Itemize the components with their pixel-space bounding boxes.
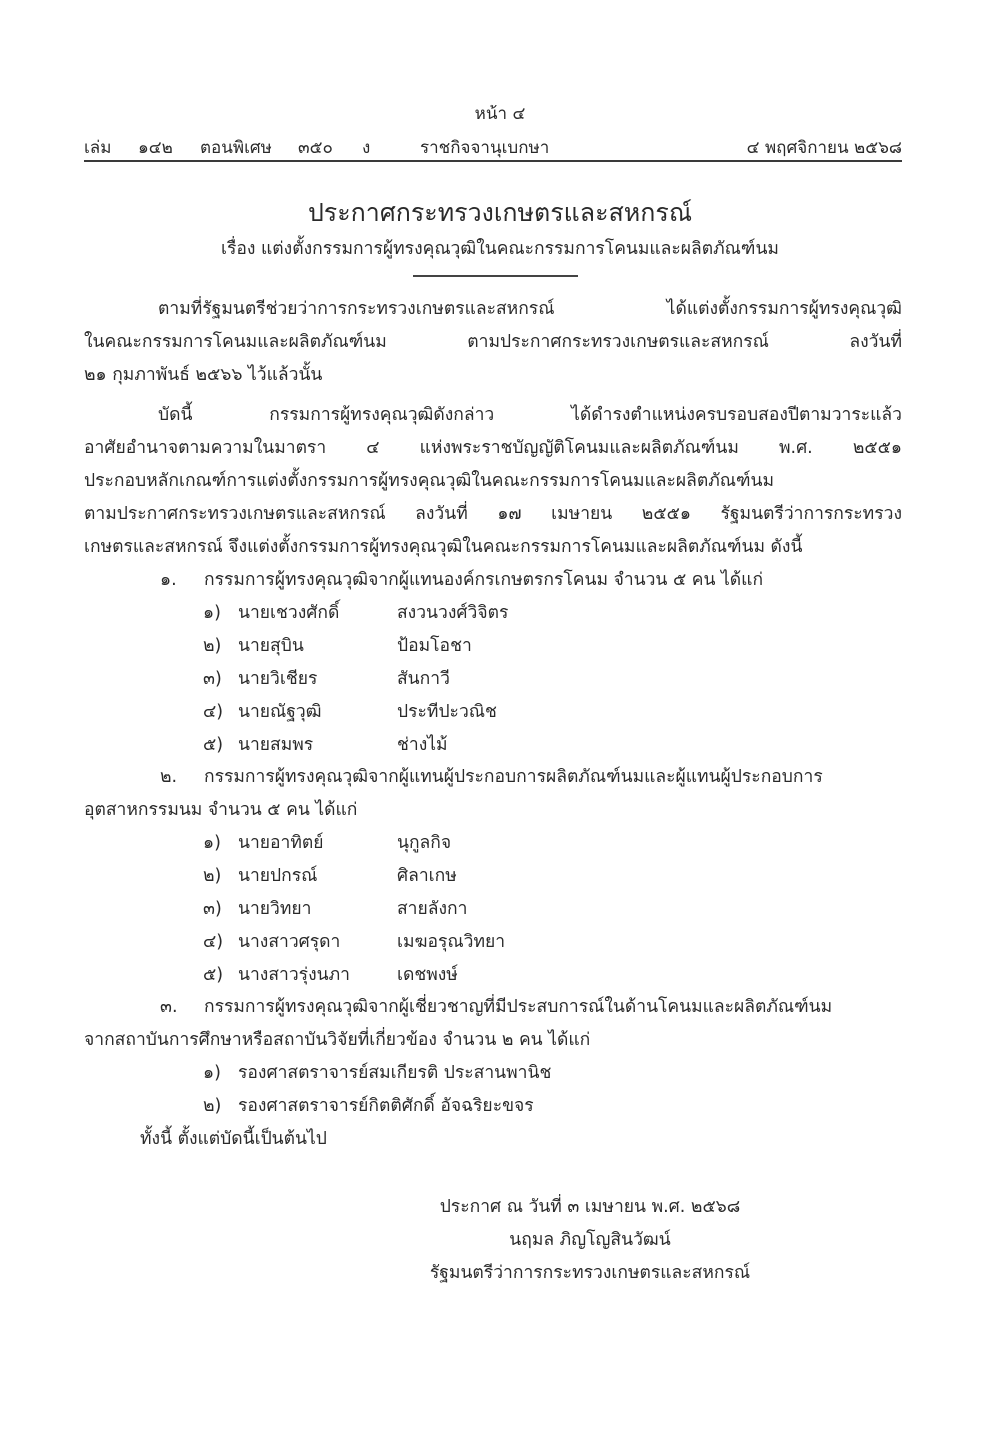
section2-member5-last-name: เดชพงษ์ [397, 965, 458, 985]
section3-number: ๓. [160, 997, 178, 1017]
section2-member2-last-name: ศิลาเกษ [397, 866, 457, 886]
section2-member1-first-name: นายอาทิตย์ [238, 833, 324, 853]
paragraph2-line2: อาศัยอำนาจตามความในมาตรา ๔ แห่งพระราชบัญญัติโคนมและผลิตภัณฑ์นม พ.ศ. ๒๕๕๑ [84, 438, 902, 458]
section1-member5-first-name: นายสมพร [238, 735, 314, 755]
section2-member5-number: ๕) [203, 965, 224, 985]
section1-member1-number: ๑) [203, 603, 221, 623]
effective-statement: ทั้งนี้ ตั้งแต่บัดนี้เป็นต้นไป [140, 1129, 327, 1149]
publication-name: ราชกิจจานุเบกษา [420, 138, 550, 158]
section2-number: ๒. [160, 767, 178, 787]
section1-member5-last-name: ช่างไม้ [397, 735, 448, 755]
section-number: ๓๕๐ [298, 138, 333, 158]
paragraph1-line3: ๒๑ กุมภาพันธ์ ๒๕๖๖ ไว้แล้วนั้น [84, 365, 323, 385]
section1-member2-first-name: นายสุบิน [238, 636, 304, 656]
section1-number: ๑. [160, 570, 177, 590]
paragraph2-line5: เกษตรและสหกรณ์ จึงแต่งตั้งกรรมการผู้ทรงคุณวุฒิในคณะกรรมการโคนมและผลิตภัณฑ์นม ดังนี้ [84, 537, 803, 557]
section1-member5-number: ๕) [203, 735, 224, 755]
section1-heading: กรรมการผู้ทรงคุณวุฒิจากผู้แทนองค์กรเกษตรกรโคนม จำนวน ๕ คน ได้แก่ [204, 570, 764, 590]
section1-member3-number: ๓) [203, 669, 222, 689]
publication-date: ๔ พฤศจิกายน ๒๕๖๘ [746, 138, 902, 158]
volume-number: ๑๔๒ [138, 138, 173, 158]
section2-heading-line2: อุตสาหกรรมนม จำนวน ๕ คน ได้แก่ [84, 800, 358, 820]
section1-member3-last-name: สันกาวี [397, 669, 450, 689]
header-divider [84, 160, 902, 162]
section2-member3-first-name: นายวิทยา [238, 899, 312, 919]
section2-member4-number: ๔) [203, 932, 224, 952]
section1-member2-number: ๒) [203, 636, 222, 656]
paragraph1-line2: ในคณะกรรมการโคนมและผลิตภัณฑ์นม ตามประกาศกระทรวงเกษตรและสหกรณ์ ลงวันที่ [84, 332, 902, 352]
section1-member4-last-name: ประทีปะวณิช [397, 702, 497, 722]
paragraph2-line3: ประกอบหลักเกณฑ์การแต่งตั้งกรรมการผู้ทรงคุณวุฒิในคณะกรรมการโคนมและผลิตภัณฑ์นม [84, 471, 775, 491]
section3-member2-full-name: รองศาสตราจารย์กิตติศักดิ์ อัจฉริยะขจร [238, 1096, 534, 1116]
section2-member4-last-name: เมฆอรุณวิทยา [397, 932, 506, 952]
section3-member1-number: ๑) [203, 1063, 221, 1083]
section1-member4-number: ๔) [203, 702, 224, 722]
section1-member4-first-name: นายณัฐวุฒิ [238, 702, 322, 722]
section2-heading-line1: กรรมการผู้ทรงคุณวุฒิจากผู้แทนผู้ประกอบการผลิตภัณฑ์นมและผู้แทนผู้ประกอบการ [204, 767, 823, 787]
signatory-position: รัฐมนตรีว่าการกระทรวงเกษตรและสหกรณ์ [429, 1263, 751, 1283]
section3-heading-line2: จากสถาบันการศึกษาหรือสถาบันวิจัยที่เกี่ยวข้อง จำนวน ๒ คน ได้แก่ [84, 1030, 591, 1050]
section2-member2-number: ๒) [203, 866, 222, 886]
section1-member1-last-name: สงวนวงศ์วิจิตร [397, 603, 509, 623]
page-number: หน้า ๔ [474, 104, 526, 124]
title-divider [413, 275, 578, 277]
signatory-name: นฤมล ภิญโญสินวัฒน์ [509, 1230, 671, 1250]
section2-member3-last-name: สายลังกา [397, 899, 468, 919]
section1-member2-last-name: ป้อมโอชา [397, 636, 472, 656]
section2-member3-number: ๓) [203, 899, 222, 919]
section2-member2-first-name: นายปกรณ์ [238, 866, 318, 886]
section-label: ตอนพิเศษ [200, 138, 272, 158]
announcement-date: ประกาศ ณ วันที่ ๓ เมษายน พ.ศ. ๒๕๖๘ [439, 1197, 741, 1217]
document-title: ประกาศกระทรวงเกษตรและสหกรณ์ [307, 198, 693, 227]
volume-label: เล่ม [84, 138, 112, 158]
paragraph2-line4: ตามประกาศกระทรวงเกษตรและสหกรณ์ ลงวันที่ ๑๗ เมษายน ๒๕๕๑ รัฐมนตรีว่าการกระทรวง [84, 504, 902, 524]
section3-member1-full-name: รองศาสตราจารย์สมเกียรติ ประสานพานิช [238, 1063, 552, 1083]
paragraph1-line1: ตามที่รัฐมนตรีช่วยว่าการกระทรวงเกษตรและสหกรณ์ ได้แต่งตั้งกรรมการผู้ทรงคุณวุฒิ [158, 299, 902, 319]
section2-member1-last-name: นุกูลกิจ [397, 833, 452, 853]
document-subject: เรื่อง แต่งตั้งกรรมการผู้ทรงคุณวุฒิในคณะกรรมการโคนมและผลิตภัณฑ์นม [221, 239, 779, 259]
section3-heading-line1: กรรมการผู้ทรงคุณวุฒิจากผู้เชี่ยวชาญที่มีประสบการณ์ในด้านโคนมและผลิตภัณฑ์นม [204, 997, 833, 1017]
section-letter: ง [362, 138, 371, 158]
paragraph2-line1: บัดนี้ กรรมการผู้ทรงคุณวุฒิดังกล่าว ได้ดำรงตำแหน่งครบรอบสองปีตามวาระแล้ว [158, 405, 902, 425]
section2-member1-number: ๑) [203, 833, 221, 853]
section1-member1-first-name: นายเชวงศักดิ์ [238, 603, 340, 623]
section2-member4-first-name: นางสาวศรุดา [238, 932, 341, 952]
section1-member3-first-name: นายวิเชียร [238, 669, 318, 689]
section2-member5-first-name: นางสาวรุ่งนภา [238, 965, 350, 985]
section3-member2-number: ๒) [203, 1096, 222, 1116]
